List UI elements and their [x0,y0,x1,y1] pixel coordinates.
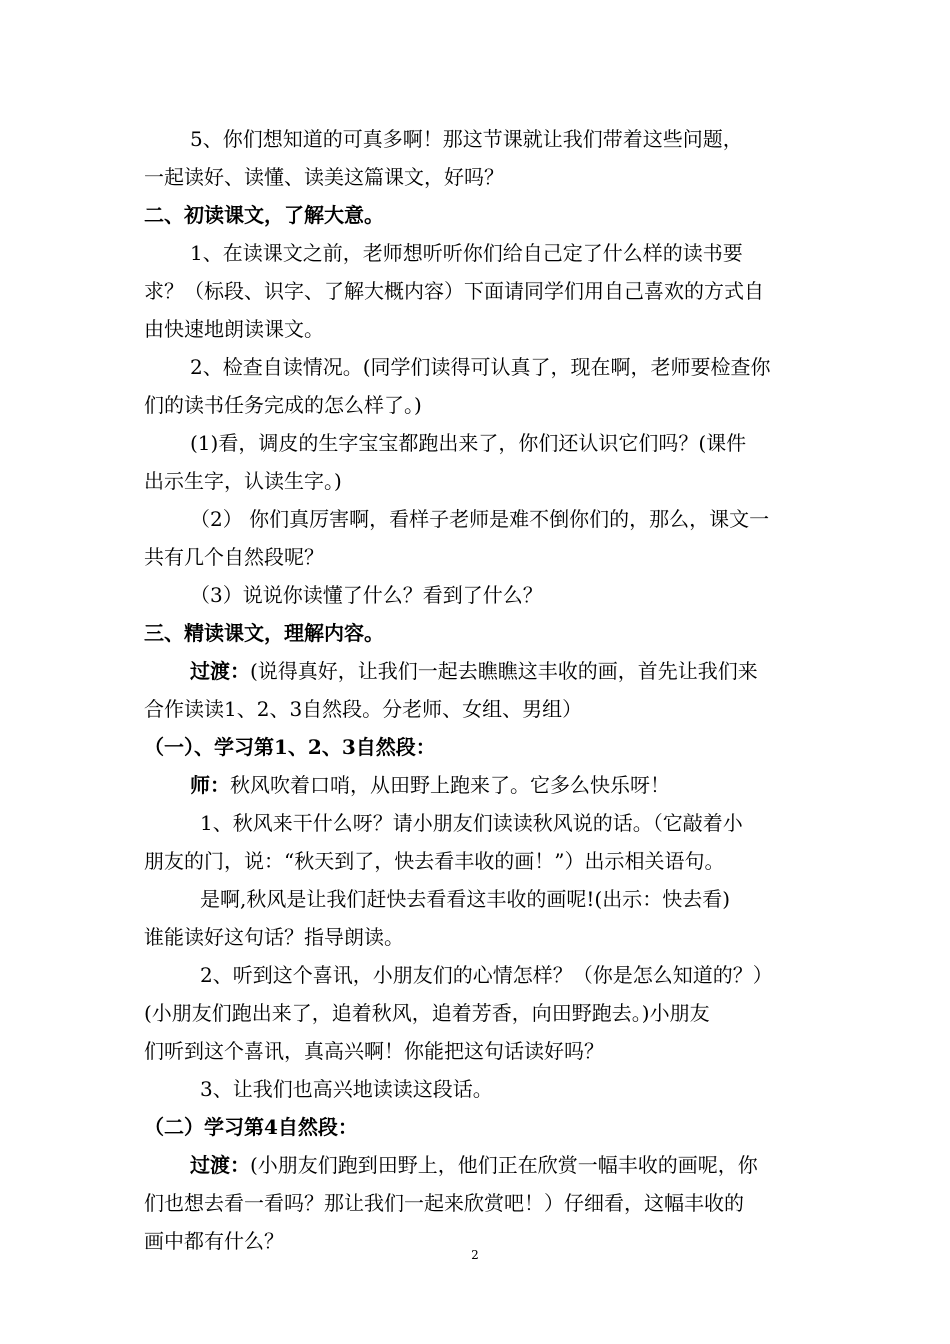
paragraph-line: 朋友的门，说：“秋天到了，快去看丰收的画！”）出示相关语句。 [144,849,725,873]
lead-label: 过渡： [190,1153,250,1177]
subsection-heading: （一）、学习第1、2、3自然段： [144,735,436,759]
paragraph-line: 们的读书任务完成的怎么样了。) [144,393,422,417]
paragraph-line: 画中都有什么？ [144,1229,284,1253]
paragraph-line: 共有几个自然段呢？ [144,545,324,569]
lead-label: 过渡： [190,659,250,683]
page-number: 2 [471,1248,479,1262]
paragraph-line: （2） 你们真厉害啊，看样子老师是难不倒你们的，那么，课文一 [190,507,770,531]
paragraph-line: 2、听到这个喜讯，小朋友们的心情怎样？（你是怎么知道的？） [200,963,773,987]
paragraph-line: 1、秋风来干什么呀？请小朋友们读读秋风说的话。（它敲着小 [200,811,743,835]
paragraph-line: 1、在读课文之前，老师想听听你们给自己定了什么样的读书要 [190,241,743,265]
paragraph-line: 是啊,秋风是让我们赶快去看看这丰收的画呢!(出示：快去看) [200,887,730,911]
paragraph-line: 谁能读好这句话？指导朗读。 [144,925,404,949]
paragraph-line: 2、检查自读情况。(同学们读得可认真了，现在啊，老师要检查你 [190,355,771,379]
paragraph-line: 由快速地朗读课文。 [144,317,324,341]
paragraph-line: 3、让我们也高兴地读读这段话。 [200,1077,493,1101]
subsection-heading: （二）学习第4自然段： [144,1115,358,1139]
paragraph-line: (小朋友们跑出来了，追着秋风，追着芳香，向田野跑去。)小朋友 [144,1001,710,1025]
paragraph-line: 求？（标段、识字、了解大概内容）下面请同学们用自己喜欢的方式自 [144,279,764,303]
paragraph-line: 们也想去看一看吗？那让我们一起来欣赏吧！）仔细看，这幅丰收的 [144,1191,744,1215]
lead-label: 师： [190,773,230,797]
section-heading: 二、初读课文，了解大意。 [144,203,384,227]
paragraph-line: 5、你们想知道的可真多啊！那这节课就让我们带着这些问题， [190,127,743,151]
paragraph-line: 过渡：(说得真好，让我们一起去瞧瞧这丰收的画，首先让我们来 [190,659,758,683]
paragraph-line: 师：秋风吹着口哨，从田野上跑来了。它多么快乐呀！ [190,773,670,797]
paragraph-line: 们听到这个喜讯，真高兴啊！你能把这句话读好吗？ [144,1039,604,1063]
paragraph-line: （3）说说你读懂了什么？看到了什么？ [190,583,543,607]
section-heading: 三、精读课文，理解内容。 [144,621,384,645]
paragraph-line: 一起读好、读懂、读美这篇课文，好吗？ [144,165,504,189]
paragraph-line: 合作读读1、2、3自然段。分老师、女组、男组） [144,697,583,721]
paragraph-line: 过渡：(小朋友们跑到田野上，他们正在欣赏一幅丰收的画呢，你 [190,1153,758,1177]
paragraph-line: 出示生字，认读生字。) [144,469,342,493]
paragraph-line: (1)看，调皮的生字宝宝都跑出来了，你们还认识它们吗？(课件 [190,431,747,455]
